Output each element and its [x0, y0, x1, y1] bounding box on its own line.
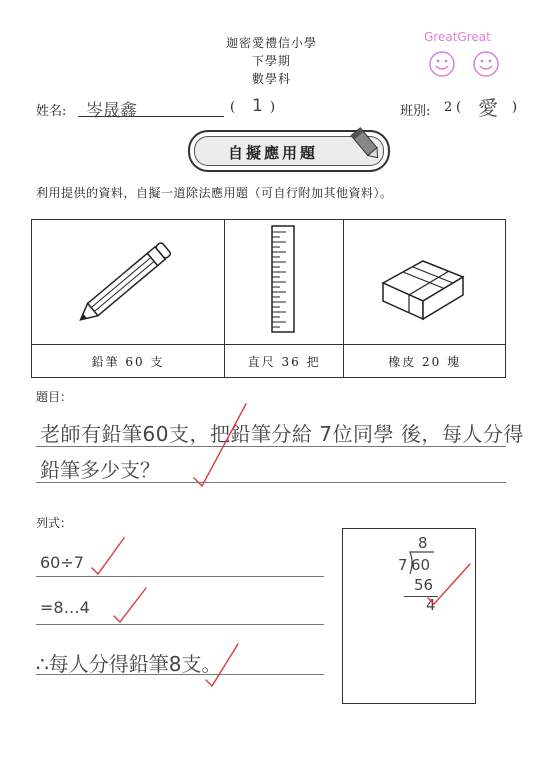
question-rule	[36, 482, 506, 483]
ld-dividend: 60	[411, 556, 431, 574]
working-rule	[36, 674, 324, 675]
correct-tick-icon	[190, 400, 250, 490]
class-open-paren: (	[456, 100, 462, 115]
student-number: 1	[252, 96, 263, 116]
ld-divisor: 7	[398, 556, 408, 574]
working-line-2: =8…4	[40, 598, 90, 617]
pencil-icon	[68, 225, 188, 335]
ruler-cell	[225, 220, 344, 345]
question-rule	[36, 446, 506, 447]
smiley-stamp-icon	[428, 50, 456, 78]
working-line-3: ∴每人分得鉛筆8支。	[36, 652, 222, 676]
subject-label: 數學科	[251, 72, 291, 86]
correct-tick-icon	[88, 534, 128, 576]
pencil-caption: 鉛筆 60 支	[32, 345, 225, 378]
name-field	[78, 96, 224, 121]
worksheet-title: 自擬應用題	[227, 144, 318, 162]
number-open-paren: (	[230, 100, 236, 115]
pencil-decoration-icon	[348, 124, 384, 164]
working-line-1: 60÷7	[40, 553, 84, 572]
ld-remainder: 4	[426, 596, 436, 614]
instruction-text: 利用提供的資料，自擬一道除法應用題（可自行附加其他資料）。	[36, 186, 393, 200]
question-line-1: 老師有鉛筆60支，把鉛筆分給 7位同學 後，每人分得	[40, 422, 524, 446]
class-close-paren: )	[512, 100, 518, 115]
class-stream: 愛	[478, 96, 498, 120]
ruler-caption: 直尺 36 把	[225, 345, 344, 378]
name-label: 姓名:	[36, 104, 67, 119]
question-label: 題目：	[36, 390, 73, 404]
ld-quotient: 8	[418, 534, 428, 552]
correct-tick-icon	[202, 640, 242, 690]
eraser-icon	[375, 235, 475, 325]
eraser-cell	[344, 220, 506, 345]
ruler-icon	[264, 224, 304, 336]
smiley-stamp-icon	[472, 50, 500, 78]
question-line-2: 鉛筆多少支？	[40, 458, 160, 482]
working-label: 列式：	[36, 516, 73, 530]
correct-tick-icon	[110, 584, 150, 624]
working-rule	[36, 576, 324, 577]
pencil-cell	[32, 220, 225, 345]
class-number: 2	[444, 100, 453, 115]
great-stamp-text: GreatGreat	[424, 30, 491, 44]
items-table	[31, 219, 506, 378]
working-rule	[36, 624, 324, 625]
term-label: 下學期	[251, 54, 291, 68]
name-value: 岑晟鑫	[86, 101, 137, 121]
class-label: 班別:	[400, 104, 431, 119]
eraser-caption: 橡皮 20 塊	[344, 345, 506, 378]
correct-tick-icon	[424, 560, 474, 608]
number-close-paren: )	[270, 100, 276, 115]
ld-product: 56	[414, 576, 434, 594]
school-name: 迦密愛禮信小學	[225, 36, 317, 50]
